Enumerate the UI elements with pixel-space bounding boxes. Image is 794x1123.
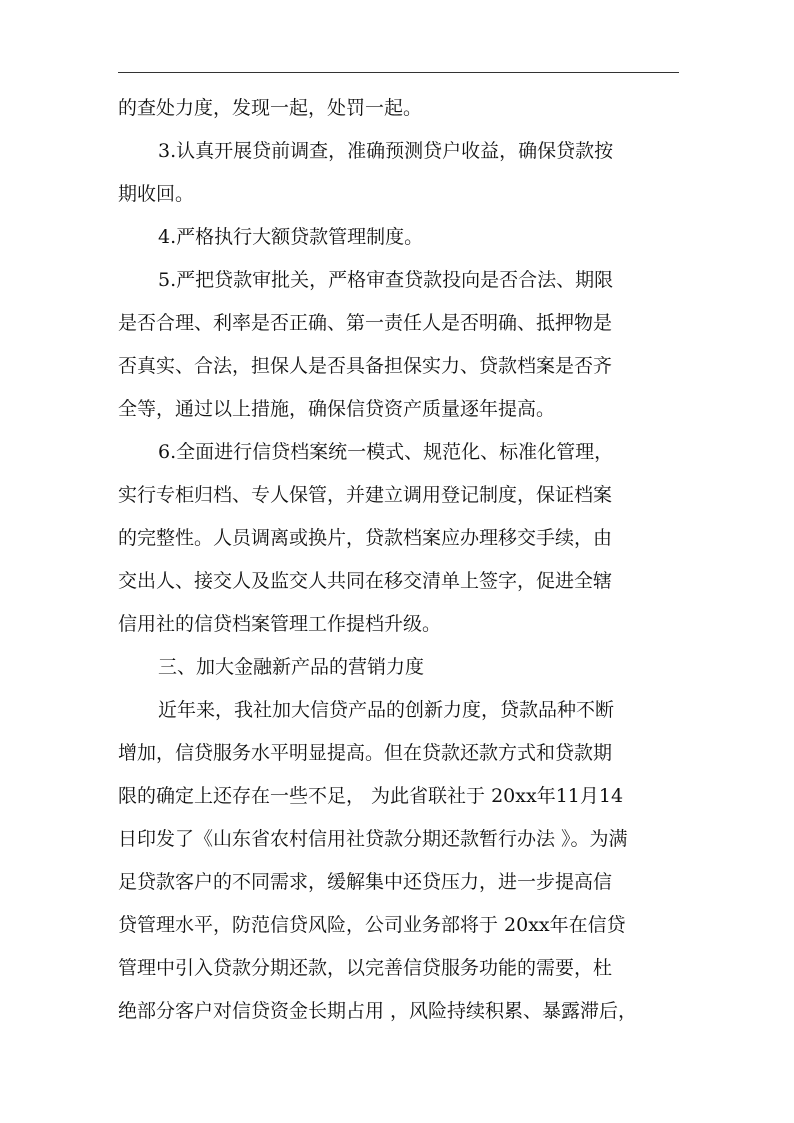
header-rule [118, 72, 679, 73]
text-line: 的查处力度，发现一起，处罚一起。 [118, 97, 423, 119]
document-body [118, 87, 678, 1033]
text-line: 绝部分客户对信贷资金长期占用 ，风险持续积累、暴露滞后， [118, 1000, 638, 1022]
text-line: 管理中引入贷款分期还款，以完善信贷服务功能的需要，杜 [118, 957, 613, 979]
text-line: 交出人、接交人及监交人共同在移交清单上签字，促进全辖 [118, 570, 613, 592]
text-line: 3.认真开展贷前调查，准确预测贷户收益，确保贷款按 [158, 140, 614, 162]
text-line: 实行专柜归档、专人保管，并建立调用登记制度，保证档案 [118, 484, 613, 506]
text-line: 是否合理、利率是否正确、第一责任人是否明确、抵押物是 [118, 312, 613, 334]
section-heading: 三、加大金融新产品的营销力度 [158, 656, 425, 678]
text-line: 近年来，我社加大信贷产品的创新力度，贷款品种不断 [158, 699, 615, 721]
text-line: 限的确定上还存在一些不足， 为此省联社于 20xx年11月14 [118, 785, 624, 807]
text-line: 信用社的信贷档案管理工作提档升级。 [118, 613, 442, 635]
text-line: 期收回。 [118, 183, 195, 205]
text-line: 5.严把贷款审批关，严格审查贷款投向是否合法、期限 [158, 269, 614, 291]
text-line: 贷管理水平，防范信贷风险，公司业务部将于 20xx年在信贷 [118, 914, 626, 936]
text-line: 全等，通过以上措施，确保信贷资产质量逐年提高。 [118, 398, 556, 420]
text-line: 4.严格执行大额贷款管理制度。 [158, 226, 424, 248]
text-line: 增加，信贷服务水平明显提高。但在贷款还款方式和贷款期 [118, 742, 613, 764]
text-line: 日印发了《山东省农村信用社贷款分期还款暂行办法 》。为满 [118, 828, 628, 850]
text-line: 足贷款客户的不同需求，缓解集中还贷压力，进一步提高信 [118, 871, 613, 893]
text-line: 的完整性。人员调离或换片，贷款档案应办理移交手续，由 [118, 527, 613, 549]
text-line: 6.全面进行信贷档案统一模式、规范化、标准化管理， [158, 441, 614, 463]
text-line: 否真实、合法，担保人是否具备担保实力、贷款档案是否齐 [118, 355, 613, 377]
